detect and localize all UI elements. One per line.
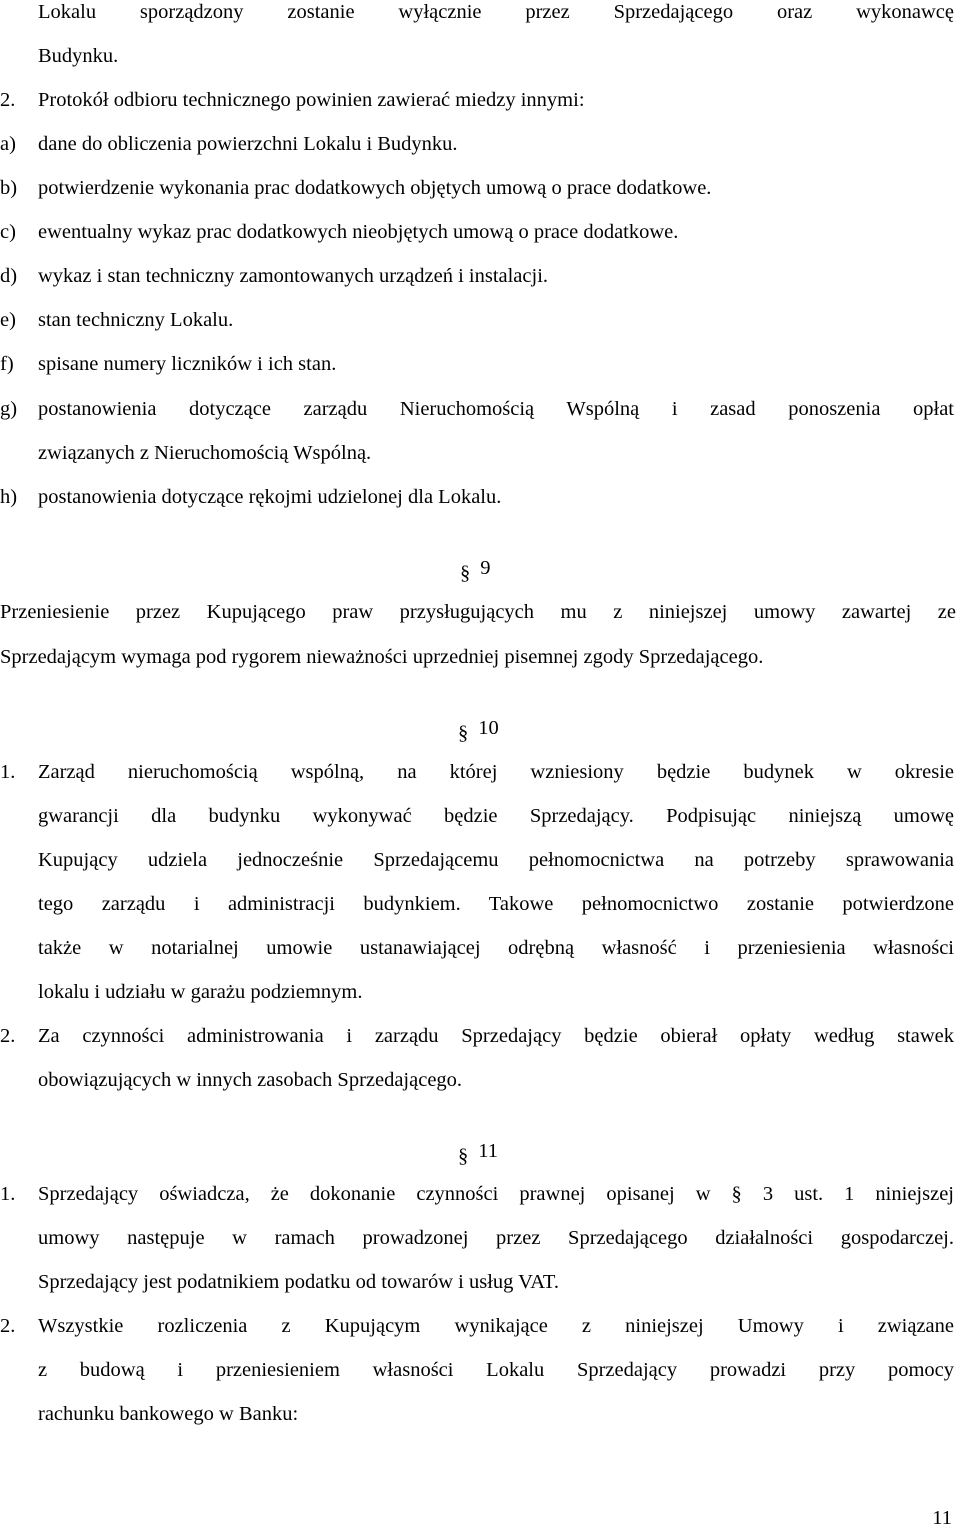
item-line: Sprzedający oświadcza, że dokonanie czynności prawnej opisanej w § 3 ust. 1 niniejszej bbox=[38, 1183, 954, 1205]
subitem-text: potwierdzenie wykonania prac dodatkowych objętych umową o prace dodatkowe. bbox=[38, 177, 712, 199]
section-symbol: § bbox=[458, 722, 469, 744]
item-line: Wszystkie rozliczenia z Kupującym wynikające z niniejszej Umowy i związane bbox=[38, 1315, 954, 1337]
item-number: 2. bbox=[0, 89, 16, 111]
item-line: lokalu i udziału w garażu podziemnym. bbox=[38, 981, 363, 1003]
subitem-label: g) bbox=[0, 398, 18, 420]
section-number: 9 bbox=[480, 557, 491, 579]
subitem-label: c) bbox=[0, 221, 16, 243]
subitem-text: wykaz i stan techniczny zamontowanych urządzeń i instalacji. bbox=[38, 265, 549, 287]
carryover-line-1: Lokalu sporządzony zostanie wyłącznie przez Sprzedającego oraz wykonawcę bbox=[38, 1, 954, 23]
subitem-text: spisane numery liczników i ich stan. bbox=[38, 353, 337, 375]
subitem-label: e) bbox=[0, 309, 16, 331]
item-line: Sprzedający jest podatnikiem podatku od towarów i usług VAT. bbox=[38, 1271, 559, 1293]
item-text: Protokół odbioru technicznego powinien zawierać miedzy innymi: bbox=[38, 89, 585, 111]
section-heading-10 bbox=[458, 716, 499, 744]
section-heading-11 bbox=[458, 1139, 498, 1167]
subitem-text-cont: związanych z Nieruchomością Wspólną. bbox=[38, 442, 372, 464]
item-number: 2. bbox=[0, 1025, 16, 1047]
subitem-text: ewentualny wykaz prac dodatkowych nieobjętych umową o prace dodatkowe. bbox=[38, 221, 679, 243]
subitem-text: postanowienia dotyczące zarządu Nieruchomością Wspólną i zasad ponoszenia opłat bbox=[38, 398, 954, 420]
item-line: tego zarządu i administracji budynkiem. Takowe pełnomocnictwo zostanie potwierdzone bbox=[38, 893, 954, 915]
item-line: gwarancji dla budynku wykonywać będzie Sprzedający. Podpisując niniejszą umowę bbox=[38, 805, 954, 827]
subitem-label: f) bbox=[0, 353, 14, 375]
item-line: także w notarialnej umowie ustanawiającej odrębną własność i przeniesienia własności bbox=[38, 937, 954, 959]
subitem-label: a) bbox=[0, 133, 16, 155]
item-line: umowy następuje w ramach prowadzonej przez Sprzedającego działalności gospodarczej. bbox=[38, 1227, 954, 1249]
item-line: obowiązujących w innych zasobach Sprzedającego. bbox=[38, 1069, 463, 1091]
subitem-text: dane do obliczenia powierzchni Lokalu i Budynku. bbox=[38, 133, 458, 155]
item-number: 1. bbox=[0, 761, 16, 783]
page-number: 11 bbox=[932, 1507, 952, 1529]
section-symbol: § bbox=[458, 1145, 469, 1167]
section-number: 10 bbox=[478, 717, 499, 739]
subitem-label: b) bbox=[0, 177, 18, 199]
paragraph-line: Sprzedającym wymaga pod rygorem nieważności uprzedniej pisemnej zgody Sprzedającego. bbox=[0, 646, 764, 668]
subitem-label: d) bbox=[0, 265, 18, 287]
subitem-text: postanowienia dotyczące rękojmi udzielonej dla Lokalu. bbox=[38, 486, 502, 508]
paragraph-line: Przeniesienie przez Kupującego praw przysługujących mu z niniejszej umowy zawartej ze bbox=[0, 601, 956, 623]
item-number: 1. bbox=[0, 1183, 16, 1205]
item-line: Zarząd nieruchomością wspólną, na której wzniesiony będzie budynek w okresie bbox=[38, 761, 954, 783]
subitem-text: stan techniczny Lokalu. bbox=[38, 309, 234, 331]
item-line: z budową i przeniesieniem własności Lokalu Sprzedający prowadzi przy pomocy bbox=[38, 1359, 954, 1381]
item-line: rachunku bankowego w Banku: bbox=[38, 1403, 299, 1425]
subitem-label: h) bbox=[0, 486, 18, 508]
section-heading-9 bbox=[460, 556, 491, 584]
section-symbol: § bbox=[460, 562, 471, 584]
section-number: 11 bbox=[478, 1140, 498, 1162]
item-number: 2. bbox=[0, 1315, 16, 1337]
carryover-line-2: Budynku. bbox=[38, 45, 119, 67]
item-line: Za czynności administrowania i zarządu Sprzedający będzie obierał opłaty według stawek bbox=[38, 1025, 954, 1047]
item-line: Kupujący udziela jednocześnie Sprzedającemu pełnomocnictwa na potrzeby sprawowania bbox=[38, 849, 954, 871]
